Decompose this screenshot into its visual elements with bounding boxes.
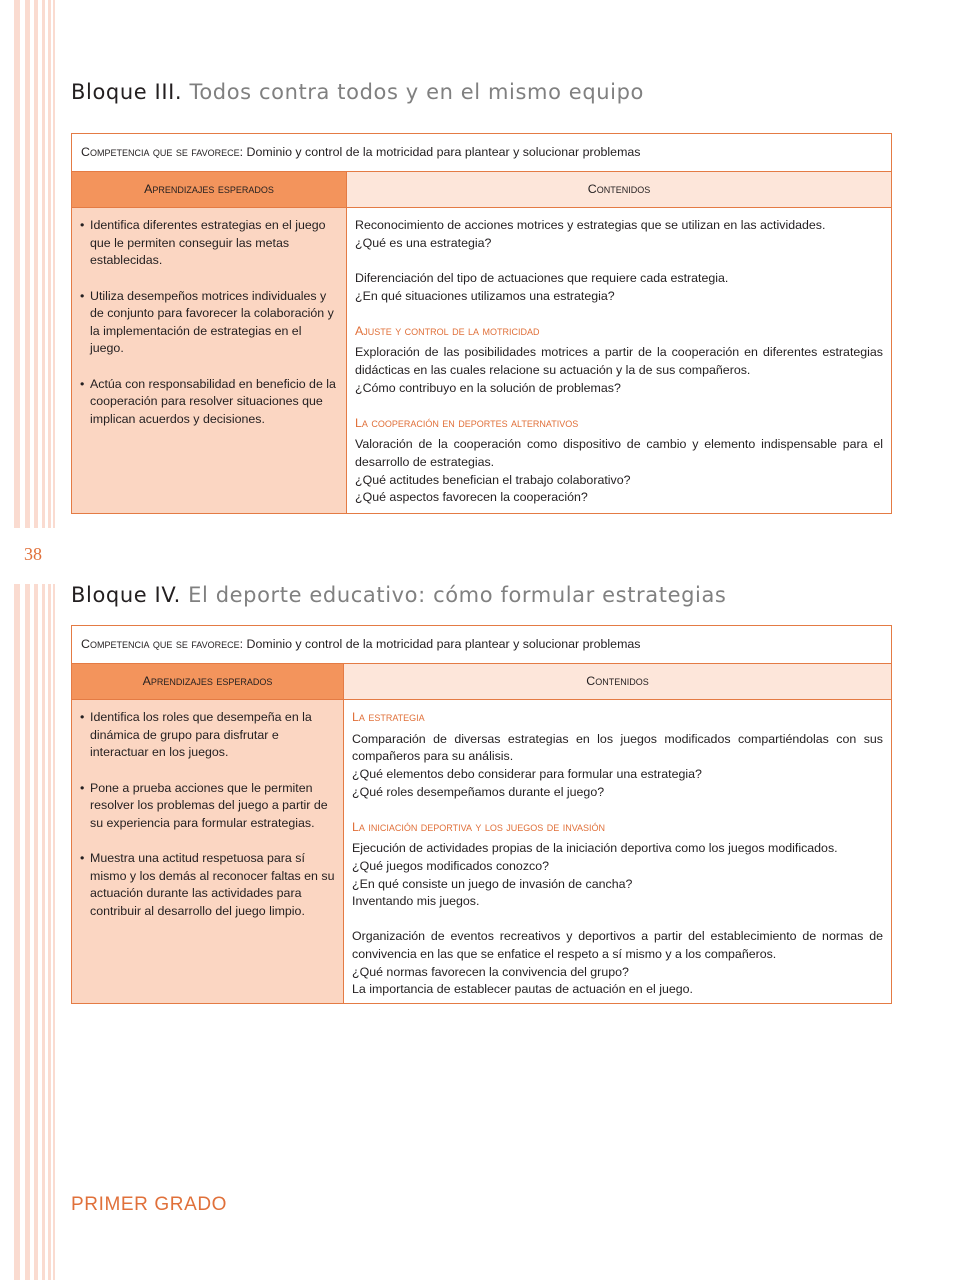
competencia-row <box>72 626 892 664</box>
aprendizajes-list <box>80 217 338 428</box>
contenido-subheading: La estrategia <box>352 710 425 725</box>
contenido-paragraph: Exploración de las posibilidades motrices a partir de la cooperación en diferentes estrategias didácticas en las cuales relacione su actuación y la de sus compañeros. ¿Cómo contribuyo en la solución de problemas? <box>355 345 884 395</box>
contenido-paragraph: Organización de eventos recreativos y deportivos a partir del establecimiento de normas de convivencia en las que se enfatice el respeto a sí mismo y a los compañeros. ¿Qué normas favorecen la convivencia del grupo? La importancia de establecer pautas de actuación en el juego. <box>352 929 884 997</box>
page-number: 38 <box>24 544 42 564</box>
competencia-text: Dominio y control de la motricidad para plantear y solucionar problemas <box>246 637 641 651</box>
contenidos-cell <box>347 208 892 514</box>
bloque-3-table <box>71 133 892 514</box>
aprendizajes-header: Aprendizajes esperados <box>72 171 347 208</box>
list-item: • Muestra una actitud respetuosa para sí mismo y los demás al reconocer faltas en su actuación durante las actividades para contribuir al desarrollo del juego limpio. <box>80 850 335 920</box>
grade-label: PRIMER GRADO <box>71 1194 228 1215</box>
contenido-paragraph: Ejecución de actividades propias de la iniciación deportiva como los juegos modificados. ¿Qué juegos modificados conozco? ¿En qué consiste un juego de invasión de cancha? Inventando mis juegos. <box>352 841 838 909</box>
competencia-row <box>72 134 892 172</box>
contenido-subheading: Ajuste y control de la motricidad <box>355 323 540 338</box>
aprendizajes-cell <box>72 208 347 514</box>
contenido-paragraph: Diferenciación del tipo de actuaciones que requiere cada estrategia. ¿En qué situaciones utilizamos una estrategia? <box>355 270 729 303</box>
contenido-subheading: La iniciación deportiva y los juegos de invasión <box>352 819 606 834</box>
bloque-3-label: Bloque III. <box>71 80 183 104</box>
contenido-paragraph: Valoración de la cooperación como dispositivo de cambio y elemento indispensable para el desarrollo de estrategias. ¿Qué actitudes benefician el trabajo colaborativo? ¿Qué aspectos favorecen la cooperación? <box>355 437 884 505</box>
aprendizajes-list <box>80 709 335 920</box>
competencia-text: Dominio y control de la motricidad para plantear y solucionar problemas <box>246 145 641 159</box>
list-item: • Identifica los roles que desempeña en la dinámica de grupo para disfrutar e interactuar en los juegos. <box>80 709 335 762</box>
contenido-paragraph: Comparación de diversas estrategias en los juegos modificados compartiéndolas con sus compañeros para su análisis. ¿Qué elementos debo considerar para formular una estrategia? ¿Qué roles desempeñamos durante el juego? <box>352 731 884 799</box>
bloque-4-name: El deporte educativo: cómo formular estrategias <box>188 583 727 607</box>
contenidos-cell <box>344 700 892 1004</box>
contenido-subheading: La cooperación en deportes alternativos <box>355 415 579 430</box>
aprendizajes-header: Aprendizajes esperados <box>72 663 344 700</box>
decorative-stripes-bottom <box>0 584 60 1280</box>
bloque-3-title <box>71 80 644 104</box>
aprendizajes-cell <box>72 700 344 1004</box>
competencia-label: Competencia que se favorece: <box>81 145 244 159</box>
bloque-4-title <box>71 583 726 607</box>
bloque-3-name: Todos contra todos y en el mismo equipo <box>189 80 644 104</box>
bloque-4-table <box>71 625 892 1004</box>
list-item: • Identifica diferentes estrategias en el juego que le permiten conseguir las metas establecidas. <box>80 217 338 270</box>
contenido-paragraph: Reconocimiento de acciones motrices y estrategias que se utilizan en las actividades. ¿Qué es una estrategia? <box>355 218 826 250</box>
competencia-label: Competencia que se favorece: <box>81 637 244 651</box>
contenidos-header: Contenidos <box>344 663 892 700</box>
contenidos-header: Contenidos <box>347 171 892 208</box>
bloque-4-label: Bloque IV. <box>71 583 181 607</box>
list-item: • Actúa con responsabilidad en beneficio de la cooperación para resolver situaciones que implican acuerdos y decisiones. <box>80 376 338 429</box>
list-item: • Utiliza desempeños motrices individuales y de conjunto para favorecer la colaboración y la implementación de estrategias en el juego. <box>80 288 338 358</box>
list-item: • Pone a prueba acciones que le permiten resolver los problemas del juego a partir de su experiencia para formular estrategias. <box>80 780 335 833</box>
decorative-stripes-top <box>0 0 60 528</box>
